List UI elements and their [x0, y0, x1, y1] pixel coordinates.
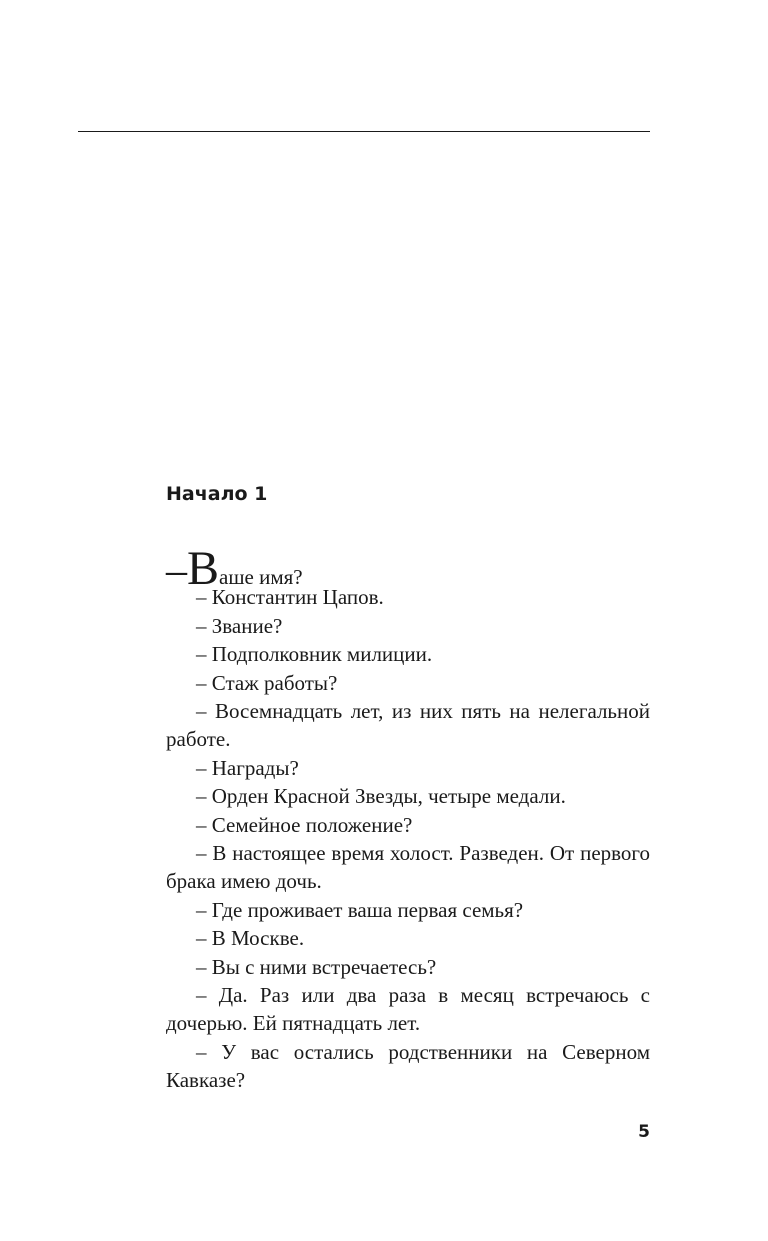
paragraph: – В настоящее время холост. Разведен. От первого брака имею дочь. — [166, 841, 650, 894]
paragraph: – Где проживает ваша первая семья? — [196, 897, 524, 922]
paragraph: – У вас остались родственники на Северном Кавказе? — [166, 1039, 650, 1093]
top-rule — [78, 131, 650, 132]
first-line-text: аше имя? — [219, 565, 303, 589]
drop-dash: – — [166, 548, 187, 594]
paragraph: – Восемнадцать лет, из них пять на нелегальной работе. — [166, 699, 650, 752]
page-number: 5 — [638, 1122, 650, 1142]
paragraph: – Стаж работы? — [196, 670, 338, 695]
paragraph: – Награды? — [196, 755, 299, 780]
paragraph: – Константин Цапов. — [196, 585, 384, 610]
paragraph: – Вы с ними встречаетесь? — [196, 954, 437, 979]
first-line — [166, 542, 650, 595]
drop-cap: В — [187, 542, 220, 595]
paragraph: – В Москве. — [196, 926, 305, 951]
paragraph: – Звание? — [196, 613, 283, 638]
paragraph: – Да. Раз или два раза в месяц встречаюсь с дочерью. Ей пятнадцать лет. — [166, 983, 650, 1036]
paragraph: – Семейное положение? — [196, 812, 413, 837]
paragraph: – Подполковник милиции. — [196, 642, 433, 667]
body-text — [166, 542, 650, 1095]
paragraph: – Орден Красной Звезды, четыре медали. — [196, 784, 566, 809]
chapter-title: Начало 1 — [166, 483, 268, 505]
